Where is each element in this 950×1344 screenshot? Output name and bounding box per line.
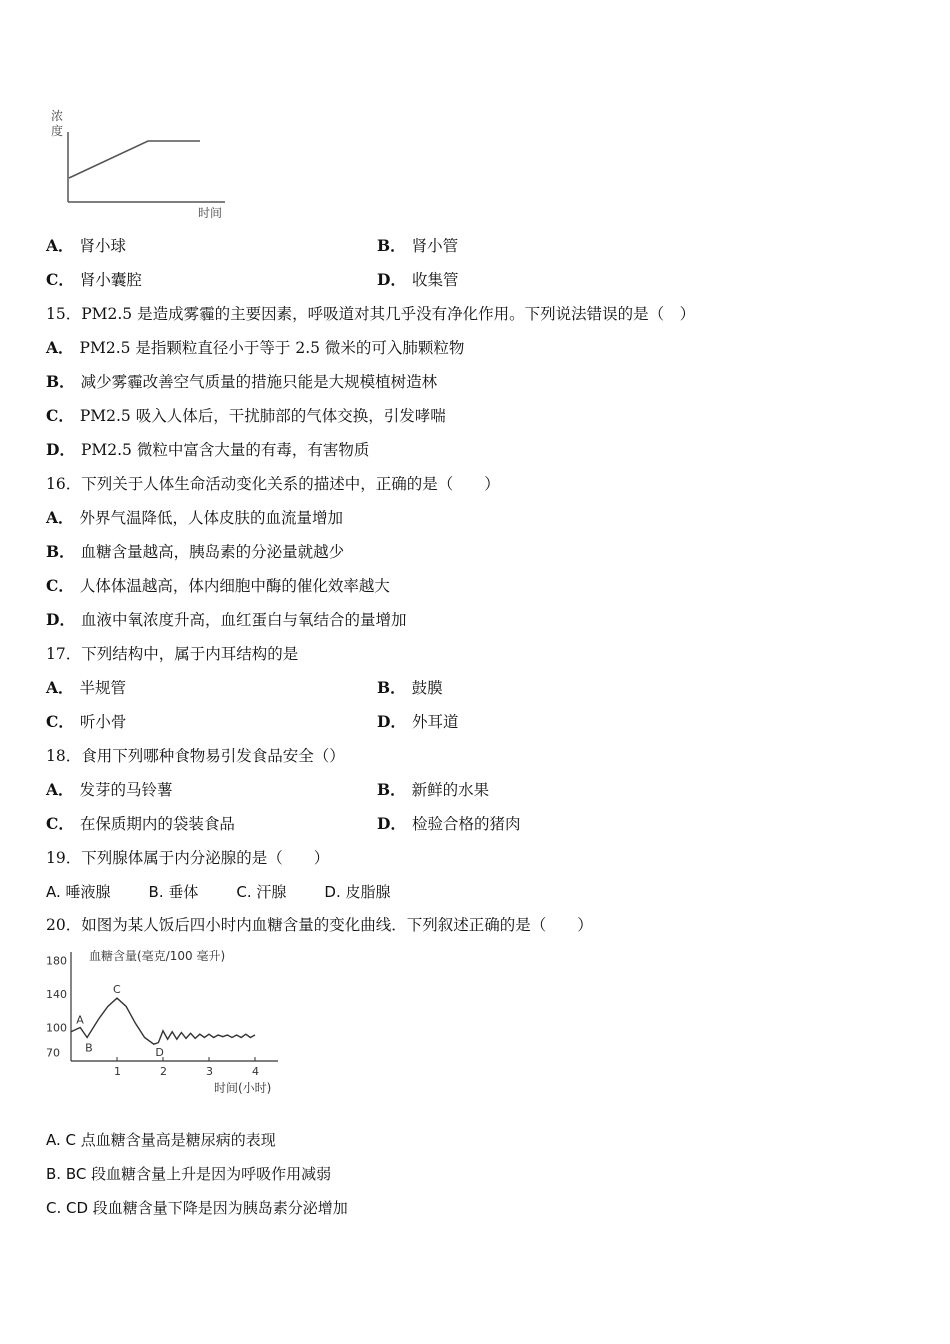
q16-option-b — [46, 542, 344, 562]
option-text: PM2.5 是指颗粒直径小于等于 2.5 微米的可入肺颗粒物 — [79, 339, 465, 357]
option-letter: D． — [377, 814, 406, 833]
option-letter: B． — [377, 236, 406, 255]
q20-option-c: C. CD 段血糖含量下降是因为胰岛素分泌增加 — [46, 1199, 348, 1217]
option-text: 人体体温越高，体内细胞中酶的催化效率越大 — [79, 577, 390, 595]
ylabel-char-1: 浓 — [51, 109, 64, 123]
concentration-figure — [40, 100, 240, 225]
option-letter: C． — [46, 712, 74, 731]
q17-option-d — [377, 712, 458, 732]
q16-stem: 16．下列关于人体生命活动变化关系的描述中，正确的是（ ） — [46, 475, 500, 493]
option-text: PM2.5 微粒中富含大量的有毒，有害物质 — [80, 441, 370, 459]
q18-option-c — [46, 814, 235, 834]
point-label-c: C — [113, 983, 121, 997]
point-label-b: B — [85, 1041, 93, 1055]
option-text: 发芽的马铃薯 — [79, 781, 173, 799]
q14-option-c — [46, 270, 142, 290]
option-letter: A． — [46, 678, 74, 697]
option-letter: D． — [377, 712, 406, 731]
option-text: PM2.5 吸入人体后，干扰肺部的气体交换，引发哮喘 — [79, 407, 446, 425]
q15-option-b — [46, 372, 437, 392]
q18-option-d — [377, 814, 520, 834]
chart-title: 血糖含量(毫克/100 毫升) — [89, 949, 226, 963]
option-text: 减少雾霾改善空气质量的措施只能是大规模植树造林 — [80, 373, 438, 391]
option-letter: D． — [377, 270, 406, 289]
q15-stem: 15．PM2.5 是造成雾霾的主要因素，呼吸道对其几乎没有净化作用。下列说法错误的是（ ） — [46, 305, 696, 323]
q14-option-b — [377, 236, 458, 256]
q14-option-d — [377, 270, 458, 290]
concentration-chart — [40, 100, 240, 225]
q20-stem: 20．如图为某人饭后四小时内血糖含量的变化曲线．下列叙述正确的是（ ） — [46, 916, 593, 934]
point-label-a: A — [76, 1013, 84, 1027]
option-letter: A． — [46, 338, 74, 357]
q18-option-b — [377, 780, 489, 800]
option-text: 外耳道 — [411, 713, 459, 731]
y-tick-labels — [46, 954, 67, 1059]
x-tick-label: 2 — [160, 1065, 167, 1078]
option-letter: D． — [46, 440, 75, 459]
option-text: 新鲜的水果 — [411, 781, 490, 799]
q14-option-a — [46, 236, 126, 256]
x-tick-label: 1 — [114, 1065, 121, 1078]
option-letter: C． — [46, 406, 74, 425]
y-tick-label: 180 — [46, 954, 67, 968]
option-text: 肾小球 — [79, 237, 127, 255]
blood-sugar-figure — [40, 940, 300, 1100]
q19-option-d: D. 皮脂腺 — [324, 883, 391, 901]
x-tick-label: 3 — [206, 1065, 213, 1078]
q16-option-c — [46, 576, 390, 596]
point-label-d: D — [155, 1046, 164, 1060]
q19-stem: 19．下列腺体属于内分泌腺的是（ ） — [46, 849, 330, 867]
option-text: 鼓膜 — [411, 679, 443, 697]
option-letter: A． — [46, 236, 74, 255]
q19-options — [46, 882, 390, 902]
q20-option-b: B. BC 段血糖含量上升是因为呼吸作用减弱 — [46, 1165, 332, 1183]
option-text: 检验合格的猪肉 — [411, 815, 521, 833]
option-letter: B． — [46, 542, 75, 561]
q19-option-a: A. 唾液腺 — [46, 883, 111, 901]
option-letter: B． — [377, 780, 406, 799]
q18-stem: 18．食用下列哪种食物易引发食品安全（） — [46, 747, 345, 765]
q17-option-c — [46, 712, 126, 732]
option-text: 血糖含量越高，胰岛素的分泌量就越少 — [80, 543, 345, 561]
q15-option-c — [46, 406, 446, 426]
q16-option-d — [46, 610, 406, 630]
xlabel: 时间 — [198, 206, 223, 220]
q18-option-a — [46, 780, 173, 800]
y-tick-label: 70 — [46, 1046, 60, 1060]
option-letter: A． — [46, 780, 74, 799]
y-tick-label: 140 — [46, 987, 67, 1001]
q16-option-a — [46, 508, 343, 528]
x-tick-labels — [114, 1057, 259, 1078]
q19-option-b: B. 垂体 — [148, 883, 199, 901]
y-tick-label: 100 — [46, 1021, 67, 1035]
q17-stem: 17．下列结构中，属于内耳结构的是 — [46, 645, 299, 663]
concentration-line — [69, 141, 200, 178]
q17-option-a — [46, 678, 126, 698]
option-letter: B． — [377, 678, 406, 697]
option-letter: C． — [46, 270, 74, 289]
option-text: 半规管 — [79, 679, 127, 697]
option-letter: D． — [46, 610, 75, 629]
chart-xlabel: 时间(小时) — [214, 1081, 272, 1095]
point-labels — [76, 983, 164, 1059]
ylabel-char-2: 度 — [51, 124, 64, 138]
option-text: 血液中氧浓度升高，血红蛋白与氧结合的量增加 — [80, 611, 407, 629]
option-text: 肾小囊腔 — [79, 271, 142, 289]
option-text: 肾小管 — [411, 237, 459, 255]
q15-option-d — [46, 440, 369, 460]
q19-option-c: C. 汗腺 — [236, 883, 287, 901]
series-line — [71, 998, 255, 1044]
option-text: 收集管 — [411, 271, 459, 289]
q15-option-a — [46, 338, 464, 358]
blood-sugar-chart — [40, 940, 300, 1100]
q17-option-b — [377, 678, 443, 698]
q20-option-a: A. C 点血糖含量高是糖尿病的表现 — [46, 1131, 276, 1149]
option-letter: A． — [46, 508, 74, 527]
x-tick-label: 4 — [252, 1065, 259, 1078]
option-letter: B． — [46, 372, 75, 391]
option-text: 听小骨 — [79, 713, 127, 731]
option-letter: C． — [46, 814, 74, 833]
option-letter: C． — [46, 576, 74, 595]
option-text: 外界气温降低，人体皮肤的血流量增加 — [79, 509, 344, 527]
option-text: 在保质期内的袋装食品 — [79, 815, 235, 833]
